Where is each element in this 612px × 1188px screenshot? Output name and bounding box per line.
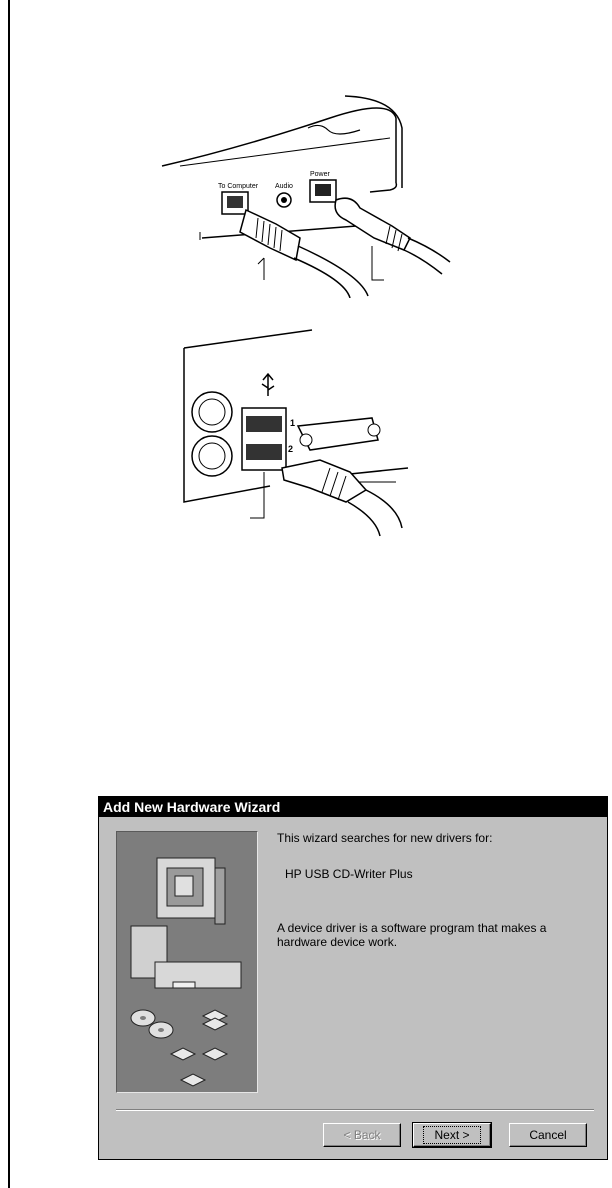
cd-icon — [131, 1010, 173, 1038]
usb-icon — [262, 374, 274, 396]
port-label-audio: Audio — [275, 183, 293, 190]
usb-plug-computer — [282, 460, 402, 536]
floppy-disk-icon — [171, 1010, 227, 1086]
port-label-to-computer: To Computer — [218, 183, 259, 190]
next-button-label: Next > — [423, 1126, 480, 1144]
usb-port-number-1: 1 — [290, 418, 296, 428]
next-button[interactable] — [413, 1123, 491, 1147]
dialog-title: Add New Hardware Wizard — [99, 797, 607, 817]
add-hardware-wizard-dialog — [98, 796, 608, 1160]
cancel-button[interactable]: Cancel — [509, 1123, 587, 1147]
usb-plug-drive — [240, 210, 368, 298]
usb-port-number-2: 2 — [288, 444, 294, 454]
power-plug — [335, 198, 450, 274]
drive-back-illustration — [160, 88, 460, 298]
back-button[interactable]: < Back — [323, 1123, 401, 1147]
wizard-side-panel — [116, 831, 258, 1093]
wizard-intro-text: This wizard searches for new drivers for: — [277, 831, 493, 845]
button-separator — [116, 1109, 594, 1111]
device-name: HP USB CD-Writer Plus — [285, 867, 413, 881]
port-label-power: Power — [310, 171, 330, 178]
wizard-description: A device driver is a software program that makes a hardware device work. — [277, 921, 547, 949]
computer-back-illustration — [170, 322, 430, 542]
page-margin-rule — [8, 0, 10, 1188]
computer-icon — [131, 858, 241, 988]
